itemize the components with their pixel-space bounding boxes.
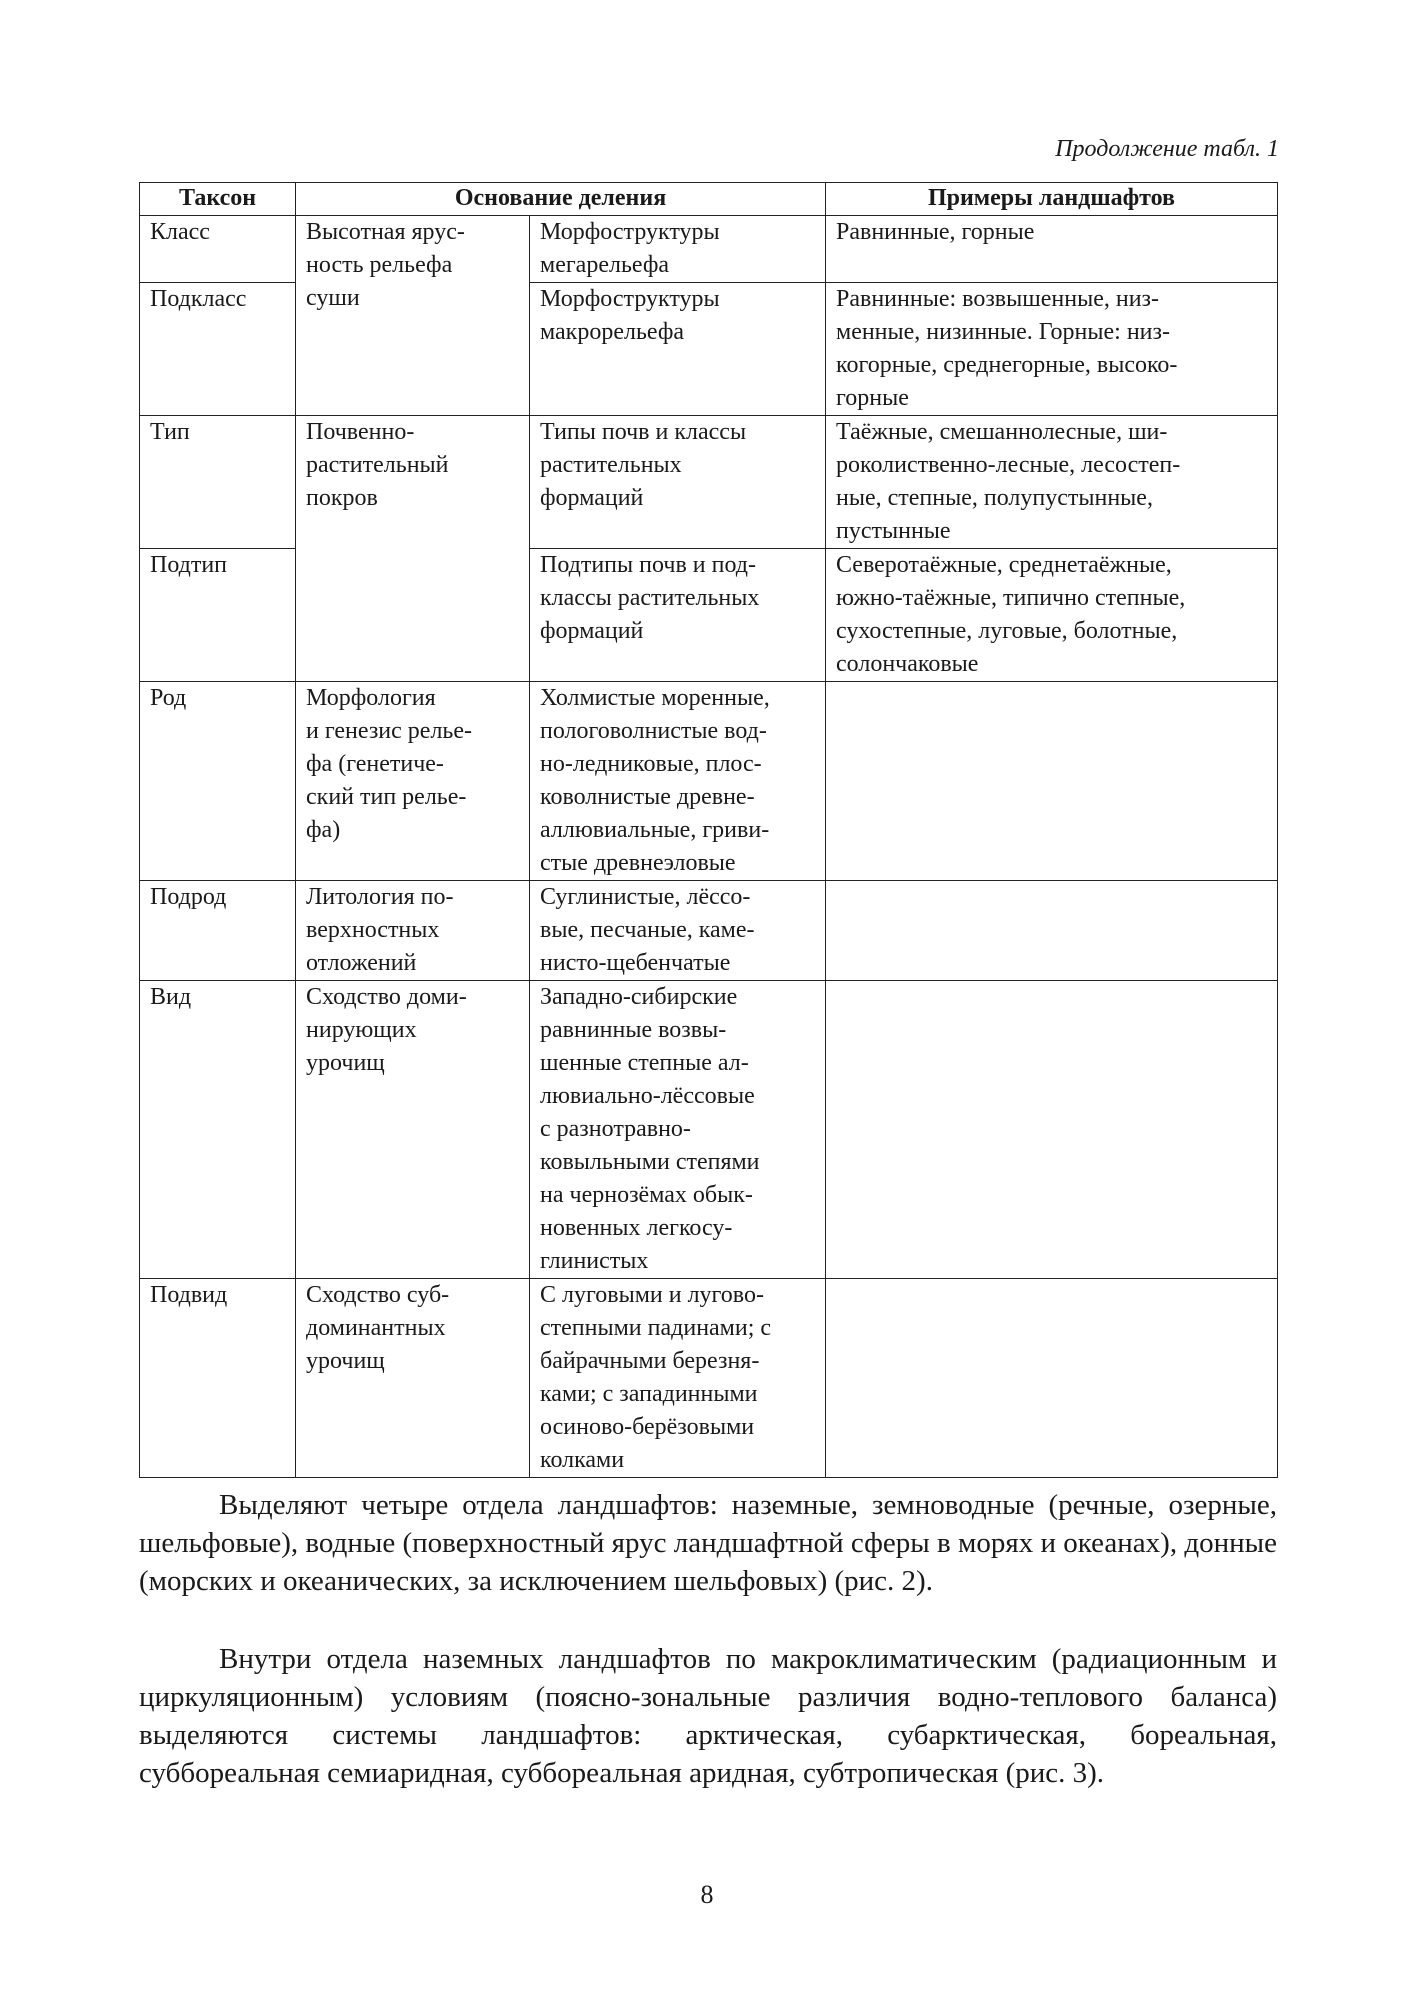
cell-basis-detail: Морфоструктуры мегарельефа: [530, 216, 826, 283]
cell-examples: Равнинные: возвышенные, низ- менные, низинные. Горные: низ- когорные, среднегорные, высоко- горные: [826, 283, 1278, 416]
cell-examples: Северотаёжные, среднетаёжные, южно-таёжные, типично степные, сухостепные, луговые, болотные, солончаковые: [826, 549, 1278, 682]
table-row: [140, 216, 1278, 283]
cell-basis-detail: Западно-сибирские равнинные возвы- шенные степные ал- лювиально-лёссовые с разнотравно- ковыльными степями на чернозёмах обык- новенных легкосу- глинистых: [530, 981, 826, 1279]
table-row: [140, 682, 1278, 881]
cell-examples: [826, 981, 1278, 1279]
cell-basis-detail: Суглинистые, лёссо- вые, песчаные, каме- нисто-щебенчатые: [530, 881, 826, 981]
cell-examples: [826, 881, 1278, 981]
cell-examples: Равнинные, горные: [826, 216, 1278, 283]
taxonomy-table: [139, 182, 1278, 1478]
header-examples: Примеры ландшафтов: [826, 183, 1278, 216]
cell-taxon: Подвид: [140, 1279, 296, 1478]
cell-basis-group: Литология по- верхностных отложений: [296, 881, 530, 981]
header-basis: Основание деления: [296, 183, 826, 216]
cell-basis-detail: Подтипы почв и под- классы растительных формаций: [530, 549, 826, 682]
cell-basis-group: Сходство суб- доминантных урочищ: [296, 1279, 530, 1478]
cell-taxon: Класс: [140, 216, 296, 283]
table-row: [140, 981, 1278, 1279]
body-paragraph: Выделяют четыре отдела ландшафтов: наземные, земноводные (речные, озерные, шельфовые), водные (поверхностный ярус ландшафтной сферы в морях и океанах), донные (морских и океанических, за исключением шельфовых) (рис. 2).: [139, 1489, 1277, 1597]
cell-taxon: Тип: [140, 416, 296, 549]
cell-taxon: Подрод: [140, 881, 296, 981]
cell-taxon: Вид: [140, 981, 296, 1279]
table-row: [140, 1279, 1278, 1478]
cell-examples: [826, 1279, 1278, 1478]
cell-basis-detail: Холмистые моренные, пологоволнистые вод- но-ледниковые, плос- коволнистые древне- аллювиальные, гриви- стые древнеэловые: [530, 682, 826, 881]
cell-taxon: Род: [140, 682, 296, 881]
cell-basis-group: Высотная ярус- ность рельефа суши: [296, 216, 530, 416]
table-caption: Продолжение табл. 1: [1055, 136, 1279, 162]
header-taxon: Таксон: [140, 183, 296, 216]
body-paragraph: Внутри отдела наземных ландшафтов по макроклиматическим (радиационным и циркуляционным) условиям (поясно-зональные различия водно-теплового баланса) выделяются системы ландшафтов: арктическая, субарктическая, бореальная, суббореальная семиаридная, суббореальная аридная, субтропическая (рис. 3).: [139, 1643, 1277, 1789]
cell-basis-detail: Типы почв и классы растительных формаций: [530, 416, 826, 549]
table-row: [140, 881, 1278, 981]
cell-taxon: Подкласс: [140, 283, 296, 416]
page-number: 8: [700, 1880, 714, 1909]
cell-basis-detail: Морфоструктуры макрорельефа: [530, 283, 826, 416]
cell-basis-group: Морфология и генезис релье- фа (генетиче- ский тип релье- фа): [296, 682, 530, 881]
table-header-row: [140, 183, 1278, 216]
cell-taxon: Подтип: [140, 549, 296, 682]
table-row: [140, 416, 1278, 549]
cell-examples: Таёжные, смешаннолесные, ши- роколиственно-лесные, лесостеп- ные, степные, полупустынные, пустынные: [826, 416, 1278, 549]
cell-basis-group: Почвенно- растительный покров: [296, 416, 530, 682]
cell-basis-group: Сходство доми- нирующих урочищ: [296, 981, 530, 1279]
cell-examples: [826, 682, 1278, 881]
cell-basis-detail: С луговыми и лугово- степными падинами; с байрачными березня- ками; с западинными осиново-берёзовыми колками: [530, 1279, 826, 1478]
